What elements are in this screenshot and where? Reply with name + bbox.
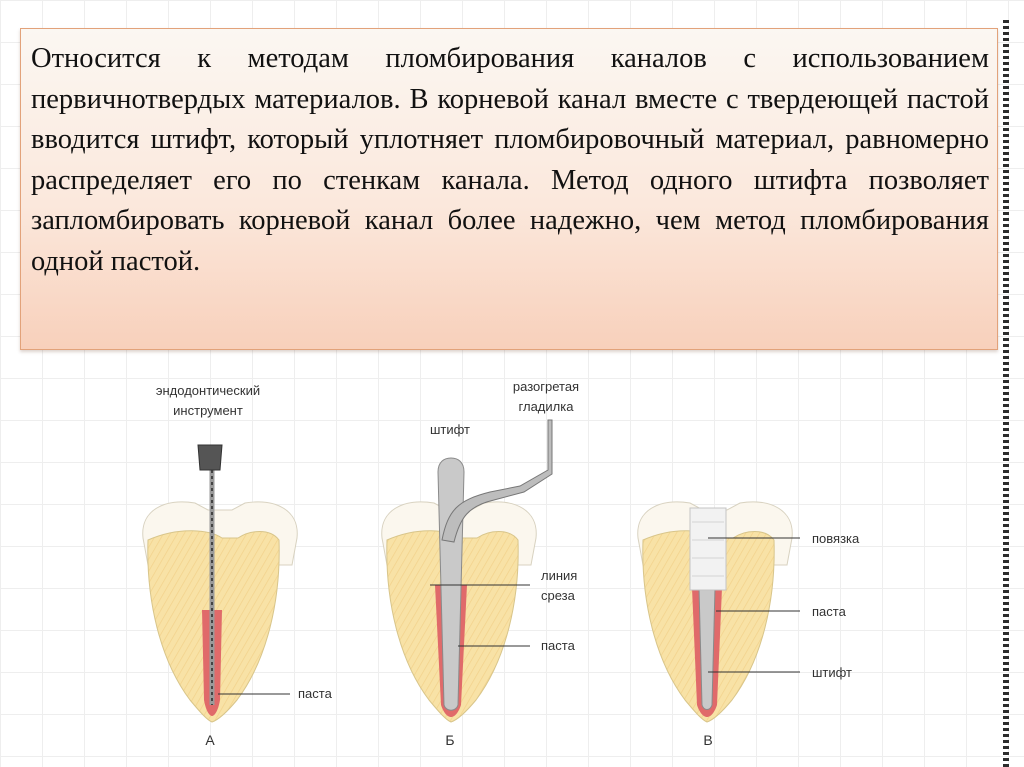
tooth-a-caption: А <box>205 732 215 748</box>
tooth-a-instrument-label-1: эндодонтический <box>155 383 261 398</box>
tooth-b-cut-line-label-1: линия <box>541 568 578 583</box>
tooth-b <box>382 420 552 722</box>
tooth-b-cut-line-label-2: среза <box>541 588 575 603</box>
tooth-b-heater-label-2: гладилка <box>518 399 574 414</box>
tooth-c-caption: В <box>703 732 713 748</box>
tooth-a-instrument-label-2: инструмент <box>173 403 243 418</box>
text-box <box>20 28 998 350</box>
tooth-c-paste-label: паста <box>812 604 846 619</box>
tooth-b-pin-label: штифт <box>429 422 471 437</box>
tooth-c-pin <box>699 588 715 710</box>
slide-border-rule <box>1003 20 1009 767</box>
description-paragraph: Относится к методам пломбирования каналов с использованием первичнотвердых материалов. В корневой канал вместе с твердеющей пастой вводится штифт, который уплотняет пломбировочный материал, равномерно распределяет его по стенкам канала. Метод одного штифта позволяет запломбировать корневой канал более надежно, чем метод пломбирования одной пастой. <box>31 43 989 277</box>
tooth-c-pin-label: штифт <box>812 665 853 680</box>
tooth-c-dressing <box>690 508 726 590</box>
tooth-b-caption: Б <box>445 732 455 748</box>
tooth-a-instrument-handle <box>198 445 222 470</box>
tooth-a-paste-label: паста <box>298 686 332 701</box>
tooth-b-paste-label: паста <box>541 638 575 653</box>
tooth-b-heater-label-1: разогретая <box>512 379 580 394</box>
tooth-c <box>638 502 800 722</box>
tooth-a <box>143 445 297 722</box>
tooth-c-dressing-label: повязка <box>812 531 860 546</box>
root-canal-filling-figure <box>0 360 1000 760</box>
